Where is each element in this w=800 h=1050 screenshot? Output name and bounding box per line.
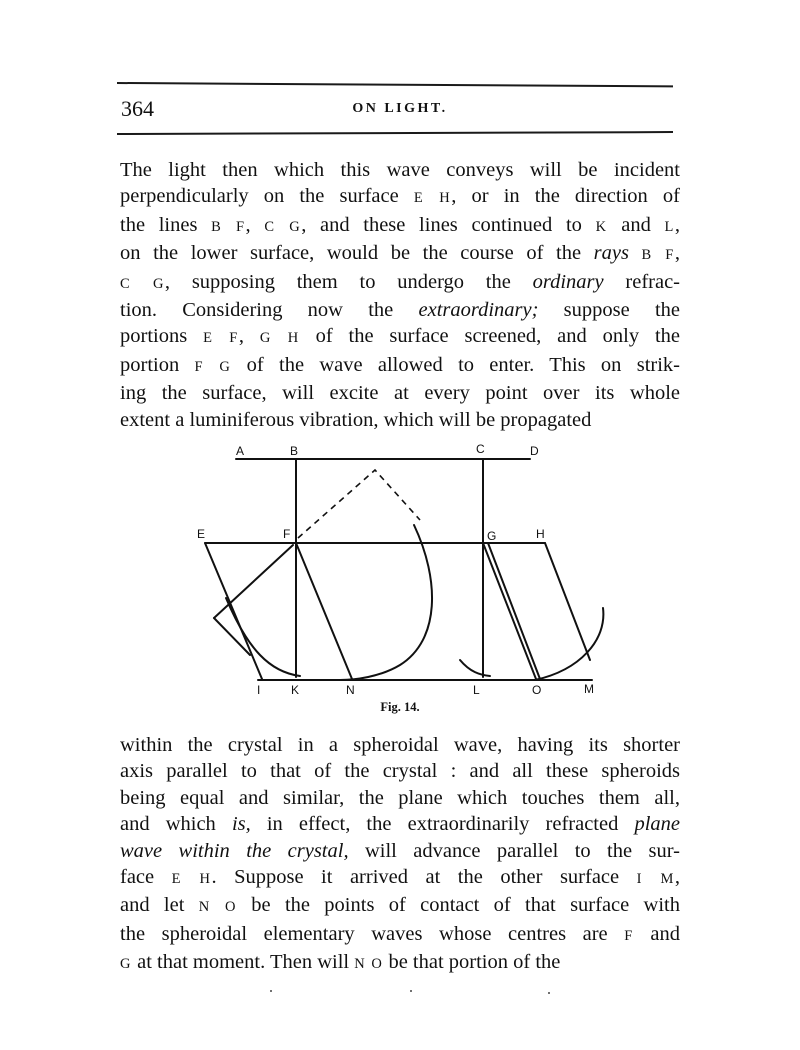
text-line [120, 212, 680, 240]
spheroidal-wave-g [460, 660, 490, 676]
letter-reference: B F [211, 218, 246, 235]
text-line [120, 352, 680, 380]
text-run: The light then which this wave conveys will be incident [120, 159, 680, 181]
wave-front-e [214, 545, 293, 618]
ray-go-1 [483, 543, 536, 679]
text-line [120, 323, 680, 351]
label-g: G [487, 529, 497, 543]
label-d: D [530, 444, 539, 458]
text-line [120, 758, 680, 784]
text-run: tion. Considering now the [120, 299, 419, 322]
label-i: I [257, 683, 261, 697]
label-o: O [532, 683, 542, 697]
italic-text: is, [231, 813, 251, 836]
letter-reference: F G [194, 358, 232, 375]
ray-fn [296, 543, 352, 679]
text-run: perpendicularly on the surface [120, 185, 414, 208]
text-run: , and these lines continued to [301, 213, 596, 236]
text-run: be that portion of the [383, 951, 561, 974]
text-run [629, 242, 642, 264]
text-run: at that moment. Then will [131, 951, 355, 974]
header-bottom-rule [117, 131, 673, 135]
text-run: suppose the [538, 299, 680, 322]
ray-go-2 [488, 543, 540, 679]
letter-reference: G H [259, 330, 300, 347]
running-title: ON LIGHT. [352, 101, 448, 116]
text-run: of the wave allowed to enter. This on strik- [231, 353, 680, 376]
letter-reference: N O [198, 899, 237, 916]
label-l: L [473, 683, 480, 697]
label-c: C [476, 442, 485, 456]
letter-reference: K [595, 218, 608, 235]
text-line [120, 407, 680, 433]
letter-reference: E H [171, 871, 212, 888]
italic-text: ordinary [532, 270, 604, 293]
text-run: , [674, 866, 680, 889]
label-e: E [197, 527, 206, 541]
letter-reference: B F [641, 247, 675, 264]
text-line [120, 157, 680, 183]
text-line [120, 892, 680, 920]
letter-reference: I M [636, 871, 675, 888]
text-line [120, 269, 680, 297]
text-run: , [674, 242, 680, 265]
text-run: the lines [120, 213, 212, 236]
text-run: and which [120, 813, 232, 836]
text-run: and let [120, 894, 199, 917]
text-run: in effect, the extraordinarily refracted [250, 813, 635, 836]
text-run: and [607, 213, 665, 236]
text-line [120, 921, 680, 949]
text-line [120, 183, 680, 211]
text-run: being equal and similar, the plane which touches them all, [120, 786, 680, 809]
text-run: of the surface screened, and only the [299, 325, 681, 348]
label-f: F [283, 527, 291, 541]
text-run: extent a luminiferous vibration, which will be propagated [120, 408, 592, 431]
text-line [120, 864, 680, 892]
letter-reference: E H [413, 190, 452, 207]
figure-caption: Fig. 14. [380, 700, 420, 714]
italic-text: plane [634, 813, 680, 836]
letter-reference: C G [120, 275, 165, 292]
text-line [120, 380, 680, 406]
text-run: portions [120, 325, 204, 348]
label-h: H [536, 527, 545, 541]
text-run: , [238, 325, 260, 348]
letter-reference: G [120, 956, 132, 973]
figure-14-diagram [0, 438, 800, 698]
spheroid-arc-m [535, 608, 603, 680]
text-run: , [245, 213, 265, 236]
spheroidal-wave-f [340, 525, 432, 680]
text-run: within the crystal in a spheroidal wave, having its shorter [120, 734, 680, 756]
page-number: 364 [121, 96, 154, 121]
text-run: , supposing them to undergo the [164, 270, 533, 293]
label-m: M [584, 682, 594, 696]
text-run: , or in the direction of [451, 185, 680, 208]
text-line [120, 732, 680, 758]
text-line [120, 785, 680, 811]
label-a: A [236, 444, 245, 458]
text-run: the spheroidal elementary waves whose centres are [120, 922, 625, 945]
label-n: N [346, 683, 355, 697]
label-k: K [291, 683, 300, 697]
label-b: B [290, 444, 299, 458]
letter-reference: N O [354, 956, 384, 973]
text-line [120, 949, 680, 977]
dashed-wave-apex [298, 470, 420, 538]
italic-text: extraordinary; [418, 299, 539, 322]
paragraph-bottom [120, 732, 680, 978]
text-run: , [674, 213, 681, 236]
print-speck [548, 992, 550, 994]
letter-reference: F [624, 927, 634, 944]
text-run: face [120, 866, 172, 889]
letter-reference: C G [264, 218, 302, 235]
text-run: on the lower surface, would be the course of the [120, 242, 594, 265]
letter-reference: E F [203, 330, 239, 347]
print-speck [270, 990, 272, 992]
text-line [120, 240, 680, 268]
text-run: will advance parallel to the sur- [348, 839, 680, 862]
italic-text: wave within the crystal, [120, 839, 349, 862]
paragraph-top [120, 157, 680, 433]
ray-ei [205, 543, 262, 679]
text-run: . Suppose it arrived at the other surface [211, 866, 637, 889]
text-run: refrac- [603, 270, 680, 293]
text-run: portion [120, 353, 195, 376]
ray-hm [545, 543, 590, 660]
header-top-rule [117, 82, 673, 87]
print-speck [410, 990, 412, 992]
text-run: ing the surface, will excite at every point over its whole [120, 382, 680, 405]
letter-reference: L [664, 218, 675, 235]
text-line [120, 297, 680, 323]
text-run: axis parallel to that of the crystal : and all these spheroids [120, 760, 680, 783]
text-run: be the points of contact of that surface with [236, 894, 681, 917]
italic-text: rays [593, 242, 629, 265]
text-line [120, 811, 680, 837]
spheroid-arc-i [226, 598, 300, 676]
text-line [120, 838, 680, 864]
text-run: and [633, 922, 680, 945]
